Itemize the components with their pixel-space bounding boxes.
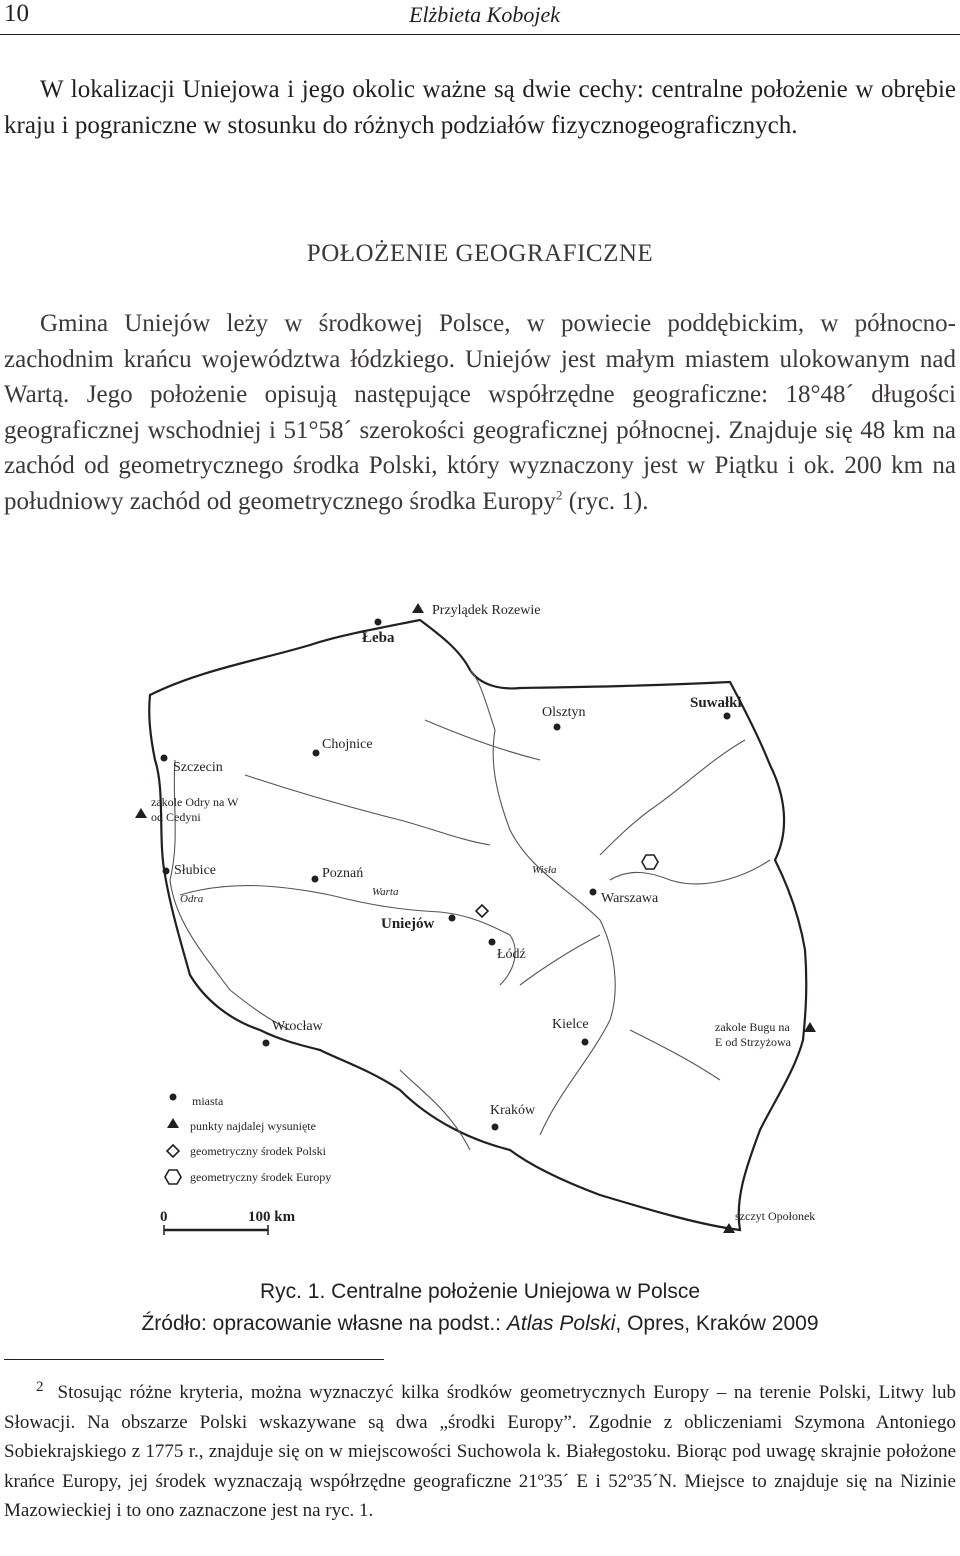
running-title: Elżbieta Kobojek bbox=[409, 2, 560, 27]
label-leba: Łeba bbox=[362, 630, 395, 646]
scale-end: 100 km bbox=[248, 1209, 296, 1225]
label-poznan: Poznań bbox=[322, 866, 364, 881]
label-krakow: Kraków bbox=[490, 1103, 536, 1118]
extreme-east-marker bbox=[804, 1022, 816, 1032]
city-dot-szczecin bbox=[161, 755, 168, 762]
city-dot-suwalki bbox=[724, 713, 731, 720]
footnote-number: 2 bbox=[36, 1378, 44, 1395]
label-wroclaw: Wrocław bbox=[272, 1019, 323, 1034]
center-poland-marker bbox=[476, 905, 488, 917]
figure-map bbox=[0, 590, 960, 1260]
river-narew bbox=[600, 740, 745, 855]
figure-caption-source bbox=[0, 1312, 960, 1336]
city-dot-warszawa bbox=[590, 889, 597, 896]
scale-bar bbox=[160, 1209, 296, 1235]
caption-source-prefix: Źródło: opracowanie własne na podst.: bbox=[141, 1312, 507, 1335]
legend-cities: miasta bbox=[192, 1094, 224, 1108]
legend-extreme-points: punkty najdalej wysunięte bbox=[190, 1119, 316, 1133]
legend-center-europe-symbol bbox=[165, 1170, 181, 1184]
city-dot-slubice bbox=[163, 868, 170, 875]
footnote-rule bbox=[4, 1359, 384, 1360]
legend-city-symbol bbox=[170, 1094, 177, 1101]
city-dot-krakow bbox=[492, 1124, 499, 1131]
extreme-north-marker bbox=[412, 603, 424, 613]
city-dot-kielce bbox=[582, 1039, 589, 1046]
label-river-odra: Odra bbox=[180, 893, 204, 905]
label-suwalki: Suwałki bbox=[690, 695, 742, 711]
caption-source-suffix: , Opres, Kraków 2009 bbox=[615, 1312, 819, 1335]
label-zakole-odry-2: od Cedyni bbox=[151, 810, 201, 824]
section-body-end: (ryc. 1). bbox=[562, 487, 649, 515]
city-dot-chojnice bbox=[313, 750, 320, 757]
page-number: 10 bbox=[4, 0, 29, 27]
section-heading: POŁOŻENIE GEOGRAFICZNE bbox=[306, 240, 654, 267]
river-san bbox=[630, 1030, 720, 1080]
label-zakole-odry-1: zakole Odry na W bbox=[151, 795, 239, 809]
river-wisla bbox=[470, 670, 615, 1135]
figure-caption-title: Ryc. 1. Centralne położenie Uniejowa w Polsce bbox=[259, 1280, 701, 1303]
city-dot-olsztyn bbox=[554, 724, 561, 731]
intro-paragraph: W lokalizacji Uniejowa i jego okolic ważne są dwie cechy: centralne położenie w obrębie kraju i pograniczne w stosunku do różnych podziałów fizycznogeograficznych. bbox=[4, 76, 956, 139]
header-rule bbox=[0, 34, 960, 35]
river-pilica bbox=[520, 935, 600, 985]
footnote-reference: 2 bbox=[555, 487, 563, 503]
footnote bbox=[4, 1378, 956, 1526]
river-warta bbox=[180, 886, 515, 985]
label-szczecin: Szczecin bbox=[173, 760, 223, 775]
city-dot-lodz bbox=[489, 939, 496, 946]
label-zakole-bugu-2: E od Strzyżowa bbox=[715, 1035, 791, 1049]
label-zakole-bugu-1: zakole Bugu na bbox=[715, 1020, 790, 1034]
legend-center-poland: geometryczny środek Polski bbox=[190, 1144, 326, 1158]
section-paragraph bbox=[4, 306, 956, 519]
label-river-wisla: Wisła bbox=[532, 864, 557, 876]
legend-extreme-symbol bbox=[167, 1118, 179, 1128]
river-notec bbox=[245, 775, 490, 845]
city-dot-poznan bbox=[312, 876, 319, 883]
city-dot-leba bbox=[375, 619, 382, 626]
city-dot-uniejow bbox=[449, 915, 456, 922]
label-przyladek-rozewie: Przylądek Rozewie bbox=[432, 603, 541, 618]
label-olsztyn: Olsztyn bbox=[542, 705, 586, 720]
map-legend bbox=[165, 1094, 331, 1185]
label-slubice: Słubice bbox=[174, 863, 216, 878]
poland-border bbox=[149, 620, 806, 1230]
label-uniejow: Uniejów bbox=[381, 916, 435, 932]
city-dot-wroclaw bbox=[263, 1040, 270, 1047]
page-header bbox=[0, 0, 960, 36]
footnote-text: Stosując różne kryteria, można wyznaczyć kilka środków geometrycznych Europy – na terenie Polski, Litwy lub Słowacji. Na obszarze Polski wskazywane są dwa „środki Europy”. Zgodnie z obliczeniami Szymona Antoniego Sobiekrajskiego z 1775 r., znajduje się on w miejscowości Suchowola k. Białegostoku. Biorąc pod uwagę skrajnie położone krańce Europy, jej środek wyznaczają współrzędne geograficzne 21º35´ E i 52º35´N. Miejsce to znajduje się na Nizinie Mazowieckiej i to ono zaznaczone jest na ryc. 1. bbox=[4, 1382, 956, 1521]
extreme-west-marker bbox=[135, 808, 147, 818]
river-bug bbox=[610, 860, 770, 884]
caption-source-atlas: Atlas Polski bbox=[506, 1312, 616, 1335]
label-szczyt-opolonek: szczyt Opołonek bbox=[735, 1209, 816, 1223]
poland-map bbox=[0, 590, 960, 1260]
river-drweca bbox=[425, 720, 540, 760]
label-river-warta: Warta bbox=[372, 886, 399, 898]
legend-center-poland-symbol bbox=[167, 1145, 179, 1157]
river-bzura bbox=[400, 1070, 470, 1150]
section-body-main: Gmina Uniejów leży w środkowej Polsce, w powiecie poddębickim, w północno-zachodnim krańcu województwa łódzkiego. Uniejów jest małym miastem ulokowanym nad Wartą. Jego położenie opisują następujące współrzędne geograficzne: 18°48´ długości geograficznej wschodniej i 51°58´ szerokości geograficznej północnej. Znajduje się 48 km na zachód od geometrycznego środka Polski, który wyznaczony jest w Piątku i ok. 200 km na południowy zachód od geometrycznego środka Europy bbox=[4, 310, 956, 515]
center-europe-marker bbox=[642, 855, 658, 869]
label-lodz: Łódź bbox=[497, 947, 526, 962]
label-chojnice: Chojnice bbox=[322, 737, 373, 752]
label-kielce: Kielce bbox=[552, 1017, 589, 1032]
scale-start: 0 bbox=[160, 1209, 168, 1225]
legend-center-europe: geometryczny środek Europy bbox=[190, 1170, 332, 1184]
label-warszawa: Warszawa bbox=[601, 891, 659, 906]
